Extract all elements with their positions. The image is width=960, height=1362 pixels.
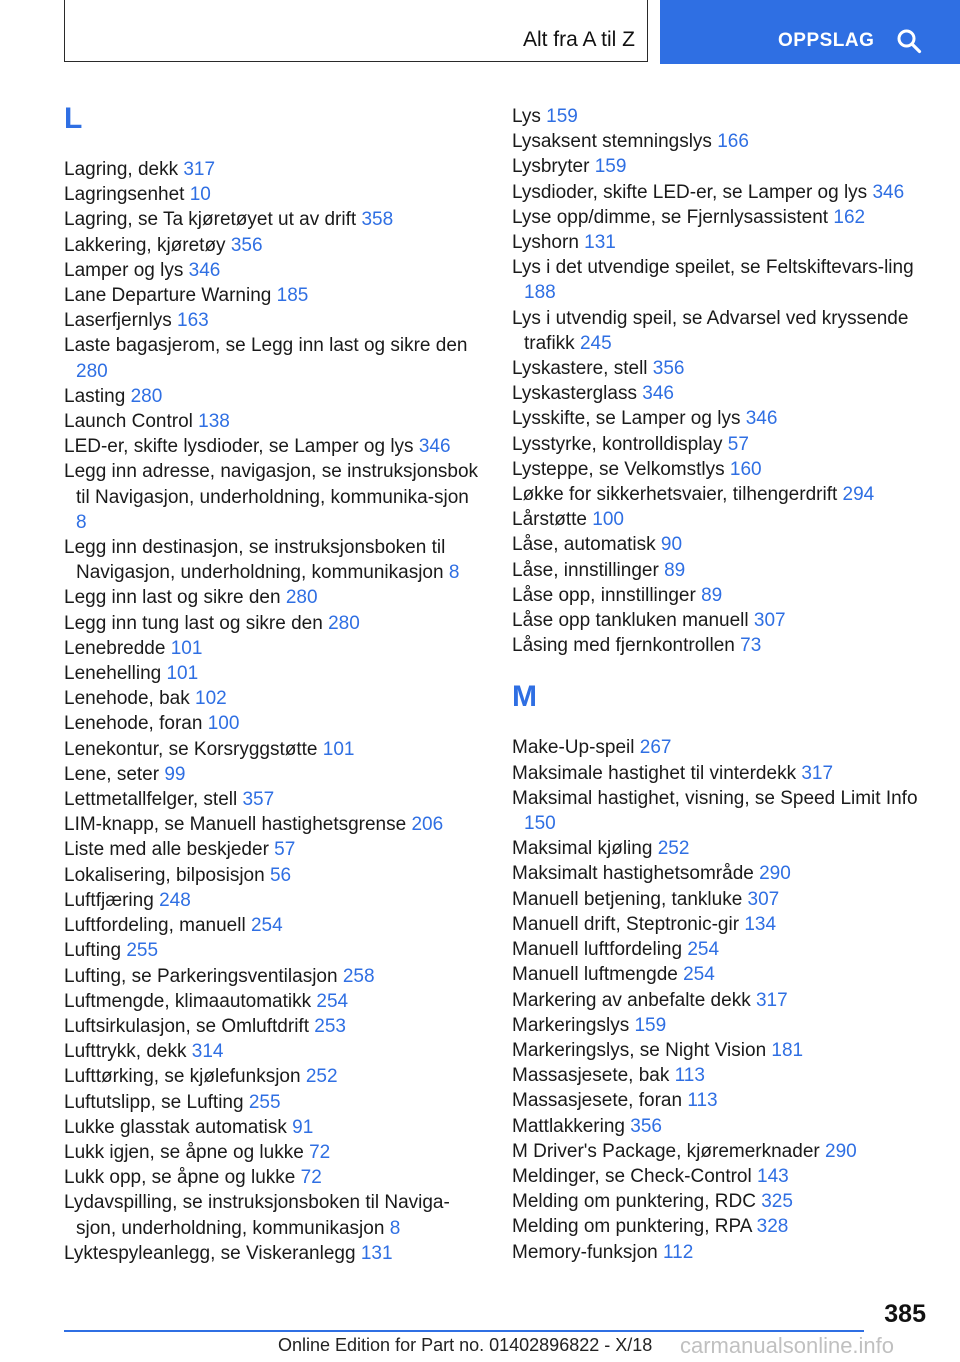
page-reference-link[interactable]: 253 [314, 1015, 346, 1037]
index-entry [512, 988, 932, 1013]
index-column-left [64, 104, 484, 1266]
index-entry [64, 661, 484, 686]
index-entry [64, 1140, 484, 1165]
index-entry [64, 611, 484, 636]
index-entry-term: Markering av anbefalte dekk [512, 989, 751, 1011]
index-entry-term: Memory-funksjon [512, 1241, 658, 1263]
index-entry-term: Melding om punktering, RPA [512, 1216, 752, 1238]
index-entry-term: Lukke glasstak automatisk [64, 1116, 287, 1138]
index-entry-term: Legg inn last og sikre den [64, 587, 281, 609]
index-entry-term: Lamper og lys [64, 259, 184, 281]
page-reference-link[interactable]: 267 [639, 737, 672, 759]
page-reference-link[interactable]: 356 [630, 1115, 662, 1137]
index-entry-term: Lys i utvendig speil, se Advarsel ved kryssende trafikk [512, 307, 909, 354]
page-reference-link[interactable]: 150 [524, 813, 556, 835]
index-entry [64, 434, 484, 459]
watermark: carmanualsonline.info [680, 1333, 895, 1358]
index-entry [512, 887, 932, 912]
index-entry [64, 258, 484, 283]
index-entry [512, 1013, 932, 1038]
page-reference-link[interactable]: 163 [177, 310, 209, 332]
index-entry-term: Låse opp, innstillinger [512, 584, 696, 606]
index-entry-term: Lenehelling [64, 663, 162, 685]
index-entry [512, 1189, 932, 1214]
index-entry-term: Make-Up-speil [512, 737, 635, 759]
index-entry-term: Legg inn destinasjon, se instruksjonsboken til Navigasjon, underholdning, kommunikasjon [64, 537, 446, 584]
section-tab[interactable] [660, 0, 960, 64]
page-reference-link[interactable]: 101 [322, 738, 355, 760]
index-entry-term: Legg inn adresse, navigasjon, se instruksjonsbok til Navigasjon, underholdning, kommunika-sjon [64, 461, 479, 508]
page-reference-link[interactable]: 99 [164, 763, 186, 785]
index-entry [512, 356, 932, 381]
page-reference-link[interactable]: 56 [269, 864, 292, 886]
index-entry-term: Manuell betjening, tankluke [512, 888, 743, 910]
index-entry [512, 507, 932, 532]
page-reference-link[interactable]: 72 [309, 1141, 331, 1163]
index-entry-term: Lettmetallfelger, stell [64, 789, 238, 811]
page-reference-link[interactable]: 57 [727, 433, 749, 455]
index-entry-term: Markeringslys [512, 1014, 630, 1036]
index-entry-term: Låsing med fjernkontrollen [512, 635, 735, 657]
page-reference-link[interactable]: 294 [842, 484, 875, 506]
index-entry [512, 154, 932, 179]
index-entry-term: Lagring, se Ta kjøretøyet ut av drift [64, 209, 357, 231]
index-entry [512, 1114, 932, 1139]
index-entry-term: Luftfordeling, manuell [64, 915, 246, 937]
index-entry [512, 406, 932, 431]
index-entry-term: Maksimalt hastighetsområde [512, 863, 754, 885]
page-reference-link[interactable]: 10 [189, 184, 211, 206]
index-entry-list [64, 157, 484, 1266]
index-entry-term: Mattlakkering [512, 1115, 625, 1137]
page-reference-link[interactable]: 357 [242, 789, 275, 811]
index-entry-term: Lene, seter [64, 763, 160, 785]
index-entry [512, 962, 932, 987]
index-entry-term: Lysdioder, skifte LED-er, se Lamper og lys [512, 181, 868, 203]
index-entry-term: Låse opp tankluken manuell [512, 610, 749, 632]
index-entry [512, 1164, 932, 1189]
index-entry-term: Massasjesete, bak [512, 1065, 670, 1087]
index-entry [64, 535, 484, 585]
index-entry-term: Maksimal kjøling [512, 838, 653, 860]
page-reference-link[interactable]: 314 [191, 1041, 224, 1063]
index-entry-term: Markeringslys, se Night Vision [512, 1039, 767, 1061]
index-entry [512, 608, 932, 633]
page-reference-link[interactable]: 159 [634, 1014, 667, 1036]
index-entry-term: Lyskasterglass [512, 383, 637, 405]
index-entry-term: Lenehode, foran [64, 713, 203, 735]
page-reference-link[interactable]: 185 [276, 285, 309, 307]
index-entry [512, 735, 932, 760]
index-entry-term: Lukk opp, se åpne og lukke [64, 1167, 296, 1189]
page-reference-link[interactable]: 255 [126, 940, 159, 962]
index-entry [512, 583, 932, 608]
page-reference-link[interactable]: 254 [687, 939, 720, 961]
page-reference-link[interactable]: 113 [687, 1090, 718, 1112]
index-entry-term: Lufting [64, 940, 122, 962]
index-entry [64, 233, 484, 258]
index-entry [512, 306, 932, 356]
index-entry-term: Melding om punktering, RDC [512, 1191, 756, 1213]
page-reference-link[interactable]: 143 [757, 1165, 789, 1187]
index-entry [64, 964, 484, 989]
index-entry-term: Meldinger, se Check-Control [512, 1165, 752, 1187]
index-entry [64, 1241, 484, 1266]
index-entry [512, 912, 932, 937]
index-entry [64, 333, 484, 383]
index-entry-term: Luftutslipp, se Lufting [64, 1091, 244, 1113]
index-entry-term: Lagring, dekk [64, 159, 179, 180]
index-entry-term: Lokalisering, bilposisjon [64, 864, 265, 886]
page-reference-link[interactable]: 8 [448, 562, 460, 584]
index-entry-term: Lufttørking, se kjølefunksjon [64, 1066, 301, 1088]
index-entry-term: Lysskifte, se Lamper og lys [512, 408, 741, 430]
index-entry [64, 1165, 484, 1190]
index-entry-term: Lydavspilling, se instruksjonsboken til Naviga-sjon, underholdning, kommunikasjon [64, 1192, 450, 1239]
index-entry [64, 686, 484, 711]
page-reference-link[interactable]: 101 [170, 637, 203, 659]
index-entry-term: Lane Departure Warning [64, 285, 272, 307]
index-entry [64, 636, 484, 661]
index-entry-term: Låse, automatisk [512, 534, 656, 556]
page-reference-link[interactable]: 252 [305, 1066, 338, 1088]
page-reference-link[interactable]: 255 [248, 1091, 281, 1113]
page-reference-link[interactable]: 252 [657, 838, 690, 860]
page-reference-link[interactable]: 102 [195, 688, 227, 710]
index-entry [512, 1038, 932, 1063]
index-entry-term: Lysaksent stemningslys [512, 131, 712, 153]
index-entry [64, 585, 484, 610]
index-entry [64, 711, 484, 736]
page-reference-link[interactable]: 188 [524, 282, 556, 304]
index-column-right [512, 104, 932, 1265]
index-entry [512, 937, 932, 962]
index-entry [64, 409, 484, 434]
index-entry [64, 1064, 484, 1089]
page-reference-link[interactable]: 101 [166, 663, 199, 685]
index-entry [512, 532, 932, 557]
page-reference-link[interactable]: 290 [759, 863, 791, 885]
page-reference-link[interactable]: 254 [683, 964, 715, 986]
index-entry-term: Luftfjæring [64, 889, 154, 911]
index-entry [64, 812, 484, 837]
page-number: 385 [884, 1300, 926, 1328]
index-entry-term: Lenebredde [64, 637, 166, 659]
index-entry [64, 1090, 484, 1115]
index-entry [512, 482, 932, 507]
index-entry [64, 737, 484, 762]
page-reference-link[interactable]: 346 [872, 181, 905, 203]
index-entry [64, 1190, 484, 1240]
index-entry [512, 432, 932, 457]
index-entry [512, 1240, 932, 1265]
index-entry-term: Manuell luftfordeling [512, 939, 683, 961]
page-reference-link[interactable]: 325 [761, 1191, 793, 1213]
page-reference-link[interactable]: 138 [198, 411, 230, 433]
chapter-title: Alt fra A til Z [522, 28, 635, 51]
index-entry [64, 989, 484, 1014]
page-reference-link[interactable]: 346 [642, 383, 674, 405]
index-entry-term: Lyshorn [512, 232, 579, 254]
index-entry-term: LIM-knapp, se Manuell hastighetsgrense [64, 814, 407, 836]
page-reference-link[interactable]: 181 [771, 1039, 804, 1061]
index-entry [512, 1063, 932, 1088]
page-reference-link[interactable]: 280 [76, 360, 108, 382]
index-entry-term: Liste med alle beskjeder [64, 839, 269, 861]
index-entry [64, 308, 484, 333]
index-entry-term: Legg inn tung last og sikre den [64, 612, 323, 634]
index-entry-term: Launch Control [64, 411, 193, 433]
page-reference-link[interactable]: 112 [663, 1241, 694, 1263]
index-letter-heading: L [64, 102, 83, 135]
index-entry [512, 1088, 932, 1113]
page-reference-link[interactable]: 131 [360, 1242, 393, 1264]
index-entry [64, 787, 484, 812]
search-icon[interactable] [896, 28, 922, 54]
page-reference-link[interactable]: 159 [546, 106, 578, 127]
index-entry [512, 255, 932, 305]
index-entry [64, 863, 484, 888]
index-entry-list [512, 104, 932, 658]
page-reference-link[interactable]: 258 [342, 965, 375, 987]
index-entry-term: Lyktespyleanlegg, se Viskeranlegg [64, 1242, 356, 1264]
index-entry [512, 129, 932, 154]
index-entry [512, 1139, 932, 1164]
page-reference-link[interactable]: 280 [130, 385, 163, 407]
index-entry [64, 1115, 484, 1140]
page-reference-link[interactable]: 346 [418, 436, 451, 458]
index-entry [64, 837, 484, 862]
page-reference-link[interactable]: 113 [674, 1065, 705, 1087]
index-entry-term: Luftsirkulasjon, se Omluftdrift [64, 1015, 309, 1037]
index-entry [64, 1039, 484, 1064]
index-entry [512, 381, 932, 406]
page-reference-link[interactable]: 280 [285, 587, 318, 609]
index-entry-term: Lyskastere, stell [512, 358, 648, 380]
index-letter-heading: M [512, 680, 537, 714]
page-reference-link[interactable]: 166 [717, 131, 749, 153]
edition-note: Online Edition for Part no. 01402896822 - X/18 [278, 1335, 653, 1355]
index-entry-term: Lasting [64, 385, 126, 407]
index-entry [512, 558, 932, 583]
index-entry [64, 762, 484, 787]
index-entry-term: Manuell drift, Steptronic-gir [512, 913, 740, 935]
page-reference-link[interactable]: 317 [755, 989, 788, 1011]
index-entry [64, 157, 484, 182]
page-reference-link[interactable]: 358 [361, 209, 394, 231]
index-entry-term: Lenekontur, se Korsryggstøtte [64, 738, 318, 760]
page-reference-link[interactable]: 134 [744, 913, 777, 935]
page-reference-link[interactable]: 72 [300, 1167, 322, 1189]
index-entry [64, 888, 484, 913]
page-reference-link[interactable]: 307 [753, 610, 786, 632]
index-entry-term: Lakkering, kjøretøy [64, 234, 226, 256]
page-reference-link[interactable]: 90 [660, 534, 683, 556]
index-entry-term: Lårstøtte [512, 509, 587, 531]
index-entry [64, 913, 484, 938]
index-entry [512, 180, 932, 205]
index-entry-term: LED-er, skifte lysdioder, se Lamper og lys [64, 436, 414, 458]
page-reference-link[interactable]: 254 [316, 990, 349, 1012]
index-entry [64, 1014, 484, 1039]
page-reference-link[interactable]: 290 [825, 1140, 857, 1162]
page-reference-link[interactable]: 206 [411, 814, 444, 836]
page-reference-link[interactable]: 159 [594, 156, 627, 178]
page-reference-link[interactable]: 356 [652, 358, 685, 380]
index-entry-term: Lysteppe, se Velkomstlys [512, 458, 725, 480]
index-entry-term: Manuell luftmengde [512, 964, 678, 986]
index-entry-term: Lys i det utvendige speilet, se Feltskiftevars-ling [512, 257, 914, 279]
index-entry-term: Maksimale hastighet til vinterdekk [512, 762, 797, 784]
page-reference-link[interactable]: 57 [274, 839, 296, 861]
page-reference-link[interactable]: 8 [389, 1217, 401, 1239]
index-entry [512, 104, 932, 129]
index-entry-term: Lenehode, bak [64, 688, 190, 710]
page-reference-link[interactable]: 317 [801, 762, 834, 784]
page-reference-link[interactable]: 8 [76, 511, 87, 533]
index-entry-term: Laserfjernlys [64, 310, 172, 332]
page-reference-link[interactable]: 248 [159, 889, 191, 911]
index-entry [64, 182, 484, 207]
index-entry-list [512, 735, 932, 1264]
index-entry [512, 861, 932, 886]
index-entry [512, 633, 932, 658]
page-reference-link[interactable]: 254 [250, 915, 283, 937]
index-entry-term: Lufttrykk, dekk [64, 1041, 187, 1063]
index-entry [64, 938, 484, 963]
page-reference-link[interactable]: 100 [592, 509, 624, 531]
section-label[interactable]: OPPSLAG [778, 30, 875, 51]
page-reference-link[interactable]: 100 [207, 713, 240, 735]
page-reference-link[interactable]: 328 [756, 1216, 789, 1238]
index-entry [512, 786, 932, 836]
page-reference-link[interactable]: 346 [745, 408, 778, 430]
index-entry-term: Maksimal hastighet, visning, se Speed Limit Info [512, 787, 918, 809]
index-entry [64, 283, 484, 308]
page-reference-link[interactable]: 317 [183, 159, 216, 180]
index-entry-term: Luftmengde, klimaautomatikk [64, 990, 312, 1012]
index-entry-term: Laste bagasjerom, se Legg inn last og sikre den [64, 335, 468, 357]
index-entry [512, 457, 932, 482]
page-reference-link[interactable]: 356 [230, 234, 263, 256]
page-reference-link[interactable]: 245 [579, 332, 612, 354]
footer-divider [64, 1330, 864, 1332]
index-entry [64, 207, 484, 232]
index-entry [64, 384, 484, 409]
index-entry [512, 836, 932, 861]
page-reference-link[interactable]: 91 [292, 1116, 314, 1138]
index-entry-term: Lufting, se Parkeringsventilasjon [64, 965, 338, 987]
index-entry-term: Lys [512, 106, 541, 127]
index-entry-term: Lukk igjen, se åpne og lukke [64, 1141, 304, 1163]
page-reference-link[interactable]: 346 [188, 259, 221, 281]
page-reference-link[interactable]: 131 [584, 232, 616, 254]
index-entry-term: Lysbryter [512, 156, 590, 178]
index-entry [512, 230, 932, 255]
index-entry-term: Massasjesete, foran [512, 1090, 683, 1112]
page-reference-link[interactable]: 89 [664, 559, 686, 581]
page-reference-link[interactable]: 162 [833, 206, 866, 228]
page-reference-link[interactable]: 160 [729, 458, 762, 480]
index-entry [512, 205, 932, 230]
page-reference-link[interactable]: 280 [328, 612, 360, 634]
index-entry [64, 459, 484, 535]
header-title-box [64, 0, 648, 62]
index-entry [512, 1214, 932, 1239]
index-entry-term: Lysstyrke, kontrolldisplay [512, 433, 723, 455]
index-entry-term: Låse, innstillinger [512, 559, 659, 581]
page-reference-link[interactable]: 89 [701, 584, 723, 606]
index-entry-term: Lyse opp/dimme, se Fjernlysassistent [512, 206, 829, 228]
index-entry-term: Løkke for sikkerhetsvaier, tilhengerdrift [512, 484, 838, 506]
page-reference-link[interactable]: 73 [740, 635, 762, 657]
index-entry-term: Lagringsenhet [64, 184, 185, 206]
index-entry [512, 761, 932, 786]
index-entry-term: M Driver's Package, kjøremerknader [512, 1140, 820, 1162]
page-reference-link[interactable]: 307 [747, 888, 780, 910]
